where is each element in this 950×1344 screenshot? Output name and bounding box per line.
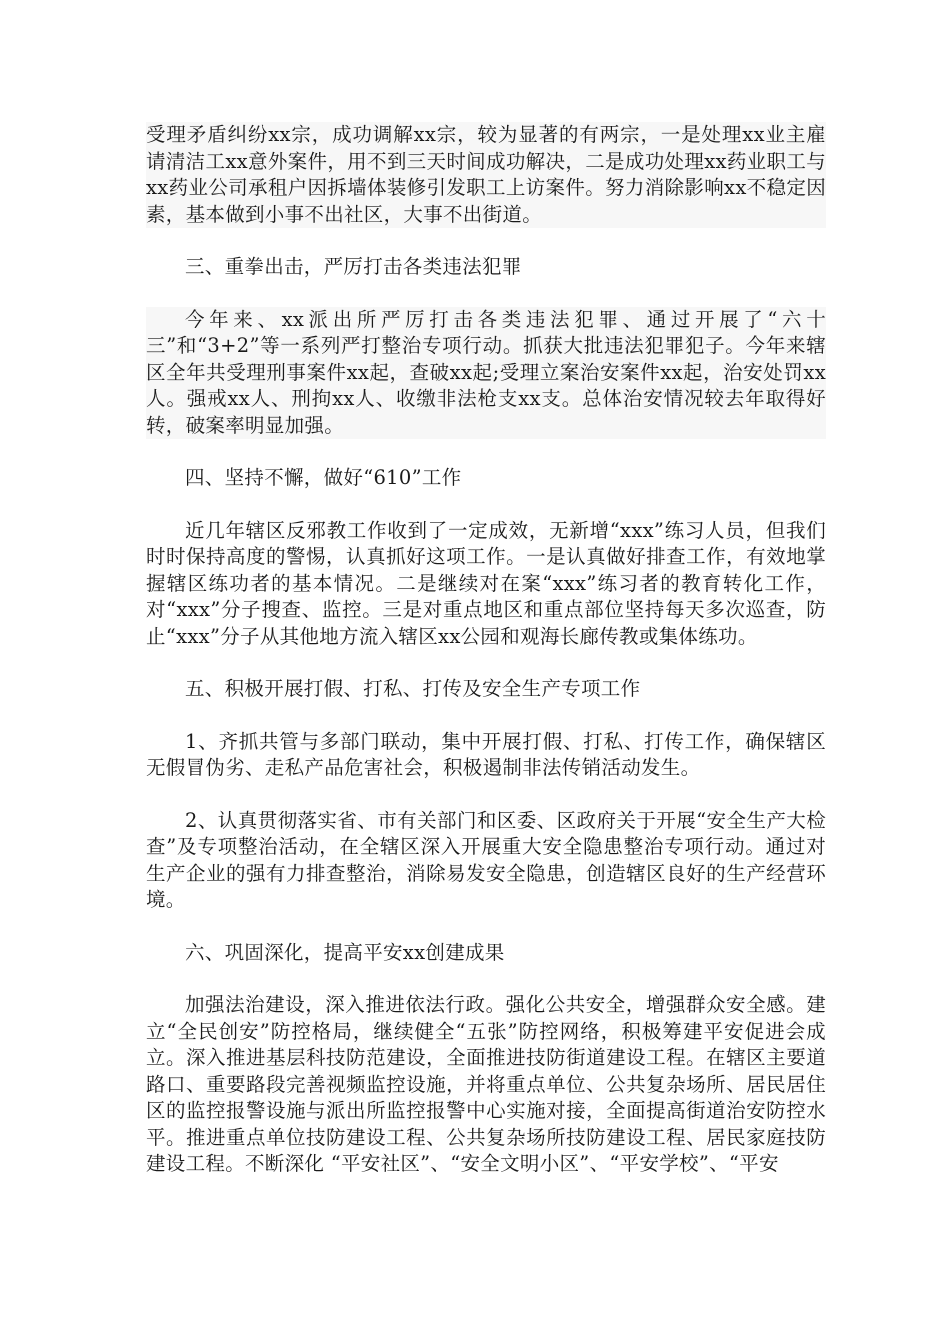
paragraph-crime-crackdown: 今年来、xx派出所严厉打击各类违法犯罪、通过开展了“六十三”和“3+2”等一系列严打整治专项行动。抓获大批违法犯罪犯子。今年来辖区全年共受理刑事案件xx起，查破xx起;受理立案治安案件xx起，治安处罚xx人。强戒xx人、刑拘xx人、收缴非法枪支xx支。总体治安情况较去年取得好转，破案率明显加强。 — [146, 307, 826, 440]
paragraph-safe-community: 加强法治建设，深入推进依法行政。强化公共安全，增强群众安全感。建立“全民创安”防控格局，继续健全“五张”防控网络，积极筹建平安促进会成立。深入推进基层科技防范建设，全面推进技防街道建设工程。在辖区主要道路口、重要路段完善视频监控设施，并将重点单位、公共复杂场所、居民居住区的监控报警设施与派出所监控报警中心实施对接，全面提高街道治安防控水平。推进重点单位技防建设工程、公共复杂场所技防建设工程、居民家庭技防建设工程。不断深化 “平安社区”、“安全文明小区”、“平安学校”、“平安 — [146, 993, 826, 1175]
section-heading-5: 五、积极开展打假、打私、打传及安全生产专项工作 — [185, 677, 641, 700]
paragraph-safety-inspection: 2、认真贯彻落实省、市有关部门和区委、区政府关于开展“安全生产大检查”及专项整治活动，在全辖区深入开展重大安全隐患整治专项行动。通过对生产企业的强有力排查整治，消除易发安全隐患，创造辖区良好的生产经营环境。 — [146, 808, 826, 911]
paragraph-joint-action: 1、齐抓共管与多部门联动，集中开展打假、打私、打传工作，确保辖区无假冒伪劣、走私产品危害社会，积极遏制非法传销活动发生。 — [146, 729, 826, 779]
section-heading-6: 六、巩固深化，提高平安xx创建成果 — [185, 940, 505, 964]
paragraph-anti-cult: 近几年辖区反邪教工作收到了一定成效，无新增“xxx”练习人员，但我们时时保持高度的警惕，认真抓好这项工作。一是认真做好排查工作，有效地掌握辖区练功者的基本情况。二是继续对在案“xxx”练习者的教育转化工作，对“xxx”分子搜查、监控。三是对重点地区和重点部位坚持每天多次巡查，防止“xxx”分子从其他地方流入辖区xx公园和观海长廊传教或集体练功。 — [146, 518, 826, 648]
paragraph-dispute-mediation: 受理矛盾纠纷xx宗，成功调解xx宗，较为显著的有两宗，一是处理xx业主雇请清洁工xx意外案件，用不到三天时间成功解决，二是成功处理xx药业职工与xx药业公司承租户因拆墙体装修引发职工上访案件。努力消除影响xx不稳定因素，基本做到小事不出社区，大事不出街道。 — [146, 122, 826, 228]
section-heading-3: 三、重拳出击，严厉打击各类违法犯罪 — [185, 255, 522, 278]
document-body — [146, 122, 826, 1178]
section-heading-4: 四、坚持不懈，做好“610”工作 — [185, 466, 462, 489]
